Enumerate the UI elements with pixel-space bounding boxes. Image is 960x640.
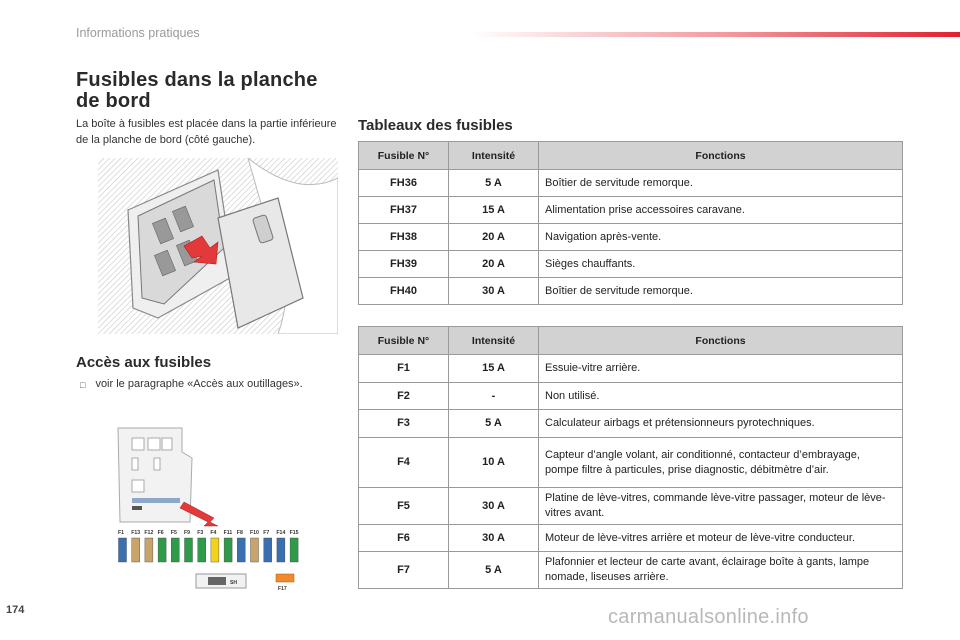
fuse-block xyxy=(264,538,272,562)
cell-intensity: 10 A xyxy=(449,438,539,488)
section-header: Informations pratiques xyxy=(76,26,200,40)
table-row xyxy=(359,224,903,251)
cell-fuse-number: FH36 xyxy=(359,170,449,197)
header-accent-bar xyxy=(470,32,960,37)
cell-intensity: 30 A xyxy=(449,488,539,525)
cell-fuse-number: F2 xyxy=(359,383,449,410)
table-row xyxy=(359,355,903,383)
table-row xyxy=(359,410,903,438)
cell-fuse-number: F1 xyxy=(359,355,449,383)
cell-fuse-number: FH38 xyxy=(359,224,449,251)
cell-intensity: 15 A xyxy=(449,355,539,383)
table-row xyxy=(359,552,903,589)
fuse-label: F13 xyxy=(131,530,141,536)
fuse-block xyxy=(211,538,219,562)
cell-function: Non utilisé. xyxy=(539,383,903,410)
fuse-label: F14 xyxy=(276,530,286,536)
f17-fuse xyxy=(276,574,294,592)
page-number: 174 xyxy=(6,604,25,616)
cell-fuse-number: FH39 xyxy=(359,251,449,278)
cell-fuse-number: F4 xyxy=(359,438,449,488)
header-intensity: Intensité xyxy=(449,327,539,355)
access-bullet-item xyxy=(80,378,303,393)
fuse-block xyxy=(158,538,166,562)
table-row xyxy=(359,251,903,278)
fuse-label: F6 xyxy=(157,530,164,536)
fuse-table-fh xyxy=(358,141,903,305)
fuse-label: F5 xyxy=(170,530,177,536)
fuse-label: F4 xyxy=(210,530,217,536)
fuse-layout-diagram xyxy=(110,422,310,594)
fuse-block xyxy=(132,538,140,562)
fuse-block xyxy=(277,538,285,562)
cell-function: Essuie-vitre arrière. xyxy=(539,355,903,383)
fuse-label: F9 xyxy=(184,530,191,536)
header-fuse-number: Fusible N° xyxy=(359,327,449,355)
cell-function: Capteur d’angle volant, air conditionné, contacteur d’embrayage, pompe filtre à particules, prise diagnostic, débitmètre d’air. xyxy=(539,438,903,488)
checkbox-bullet-icon: □ xyxy=(80,380,86,390)
fuse-label: F8 xyxy=(236,530,243,536)
fuse-block xyxy=(171,538,179,562)
fuse-block xyxy=(224,538,232,562)
watermark: carmanualsonline.info xyxy=(608,606,809,628)
cell-intensity: - xyxy=(449,383,539,410)
cell-intensity: 5 A xyxy=(449,170,539,197)
fuse-block xyxy=(198,538,206,562)
cell-fuse-number: F3 xyxy=(359,410,449,438)
header-intensity: Intensité xyxy=(449,142,539,170)
header-functions: Fonctions xyxy=(539,142,903,170)
cell-function: Moteur de lève-vitres arrière et moteur de lève-vitre conducteur. xyxy=(539,525,903,552)
fuse-label: F3 xyxy=(197,530,204,536)
cell-intensity: 30 A xyxy=(449,278,539,305)
cell-intensity: 30 A xyxy=(449,525,539,552)
cell-intensity: 5 A xyxy=(449,410,539,438)
sh-relay xyxy=(196,574,246,588)
access-section-title: Accès aux fusibles xyxy=(76,354,212,371)
fuse-label: F15 xyxy=(289,530,299,536)
cell-fuse-number: F5 xyxy=(359,488,449,525)
header-functions: Fonctions xyxy=(539,327,903,355)
fuse-label: F7 xyxy=(263,530,270,536)
table-row xyxy=(359,197,903,224)
cell-function: Alimentation prise accessoires caravane. xyxy=(539,197,903,224)
dashboard-fusebox-illustration xyxy=(98,158,338,334)
fuse-label: F10 xyxy=(250,530,259,536)
fuse-label: F1 xyxy=(118,530,125,536)
cell-function: Sièges chauffants. xyxy=(539,251,903,278)
fuse-block xyxy=(119,538,127,562)
cell-function: Navigation après-vente. xyxy=(539,224,903,251)
page-title: Fusibles dans la planche de bord xyxy=(76,69,318,112)
table-row xyxy=(359,525,903,552)
fuse-block xyxy=(185,538,193,562)
table-header-row xyxy=(359,142,903,170)
table-header-row xyxy=(359,327,903,355)
cell-intensity: 20 A xyxy=(449,251,539,278)
table-row xyxy=(359,170,903,197)
fuse-block xyxy=(290,538,298,562)
cell-function: Boîtier de servitude remorque. xyxy=(539,278,903,305)
fuse-label: F12 xyxy=(144,530,154,536)
fuse-block xyxy=(237,538,245,562)
f17-label: F17 xyxy=(278,586,287,592)
fuse-table-f xyxy=(358,326,903,589)
cell-function: Calculateur airbags et prétensionneurs pyrotechniques. xyxy=(539,410,903,438)
cell-intensity: 20 A xyxy=(449,224,539,251)
table-row xyxy=(359,278,903,305)
header-fuse-number: Fusible N° xyxy=(359,142,449,170)
access-bullet-text: voir le paragraphe «Accès aux outillages». xyxy=(95,378,303,390)
cell-fuse-number: FH40 xyxy=(359,278,449,305)
table-row xyxy=(359,383,903,410)
table-row xyxy=(359,488,903,525)
fuse-tables-title: Tableaux des fusibles xyxy=(358,117,513,134)
cell-intensity: 5 A xyxy=(449,552,539,589)
intro-paragraph: La boîte à fusibles est placée dans la partie inférieure de la planche de bord (côté gauche). xyxy=(76,118,337,146)
cell-intensity: 15 A xyxy=(449,197,539,224)
fuse-block xyxy=(145,538,153,562)
cell-function: Platine de lève-vitres, commande lève-vitre passager, moteur de lève-vitres avant. xyxy=(539,488,903,525)
cell-fuse-number: F7 xyxy=(359,552,449,589)
fuse-label: F11 xyxy=(223,530,233,536)
cell-function: Boîtier de servitude remorque. xyxy=(539,170,903,197)
cell-fuse-number: FH37 xyxy=(359,197,449,224)
fuse-block xyxy=(251,538,259,562)
table-row xyxy=(359,438,903,488)
cell-function: Plafonnier et lecteur de carte avant, éclairage boîte à gants, lampe nomade, liseuses arrière. xyxy=(539,552,903,589)
cell-fuse-number: F6 xyxy=(359,525,449,552)
sh-label: SH xyxy=(230,580,237,586)
